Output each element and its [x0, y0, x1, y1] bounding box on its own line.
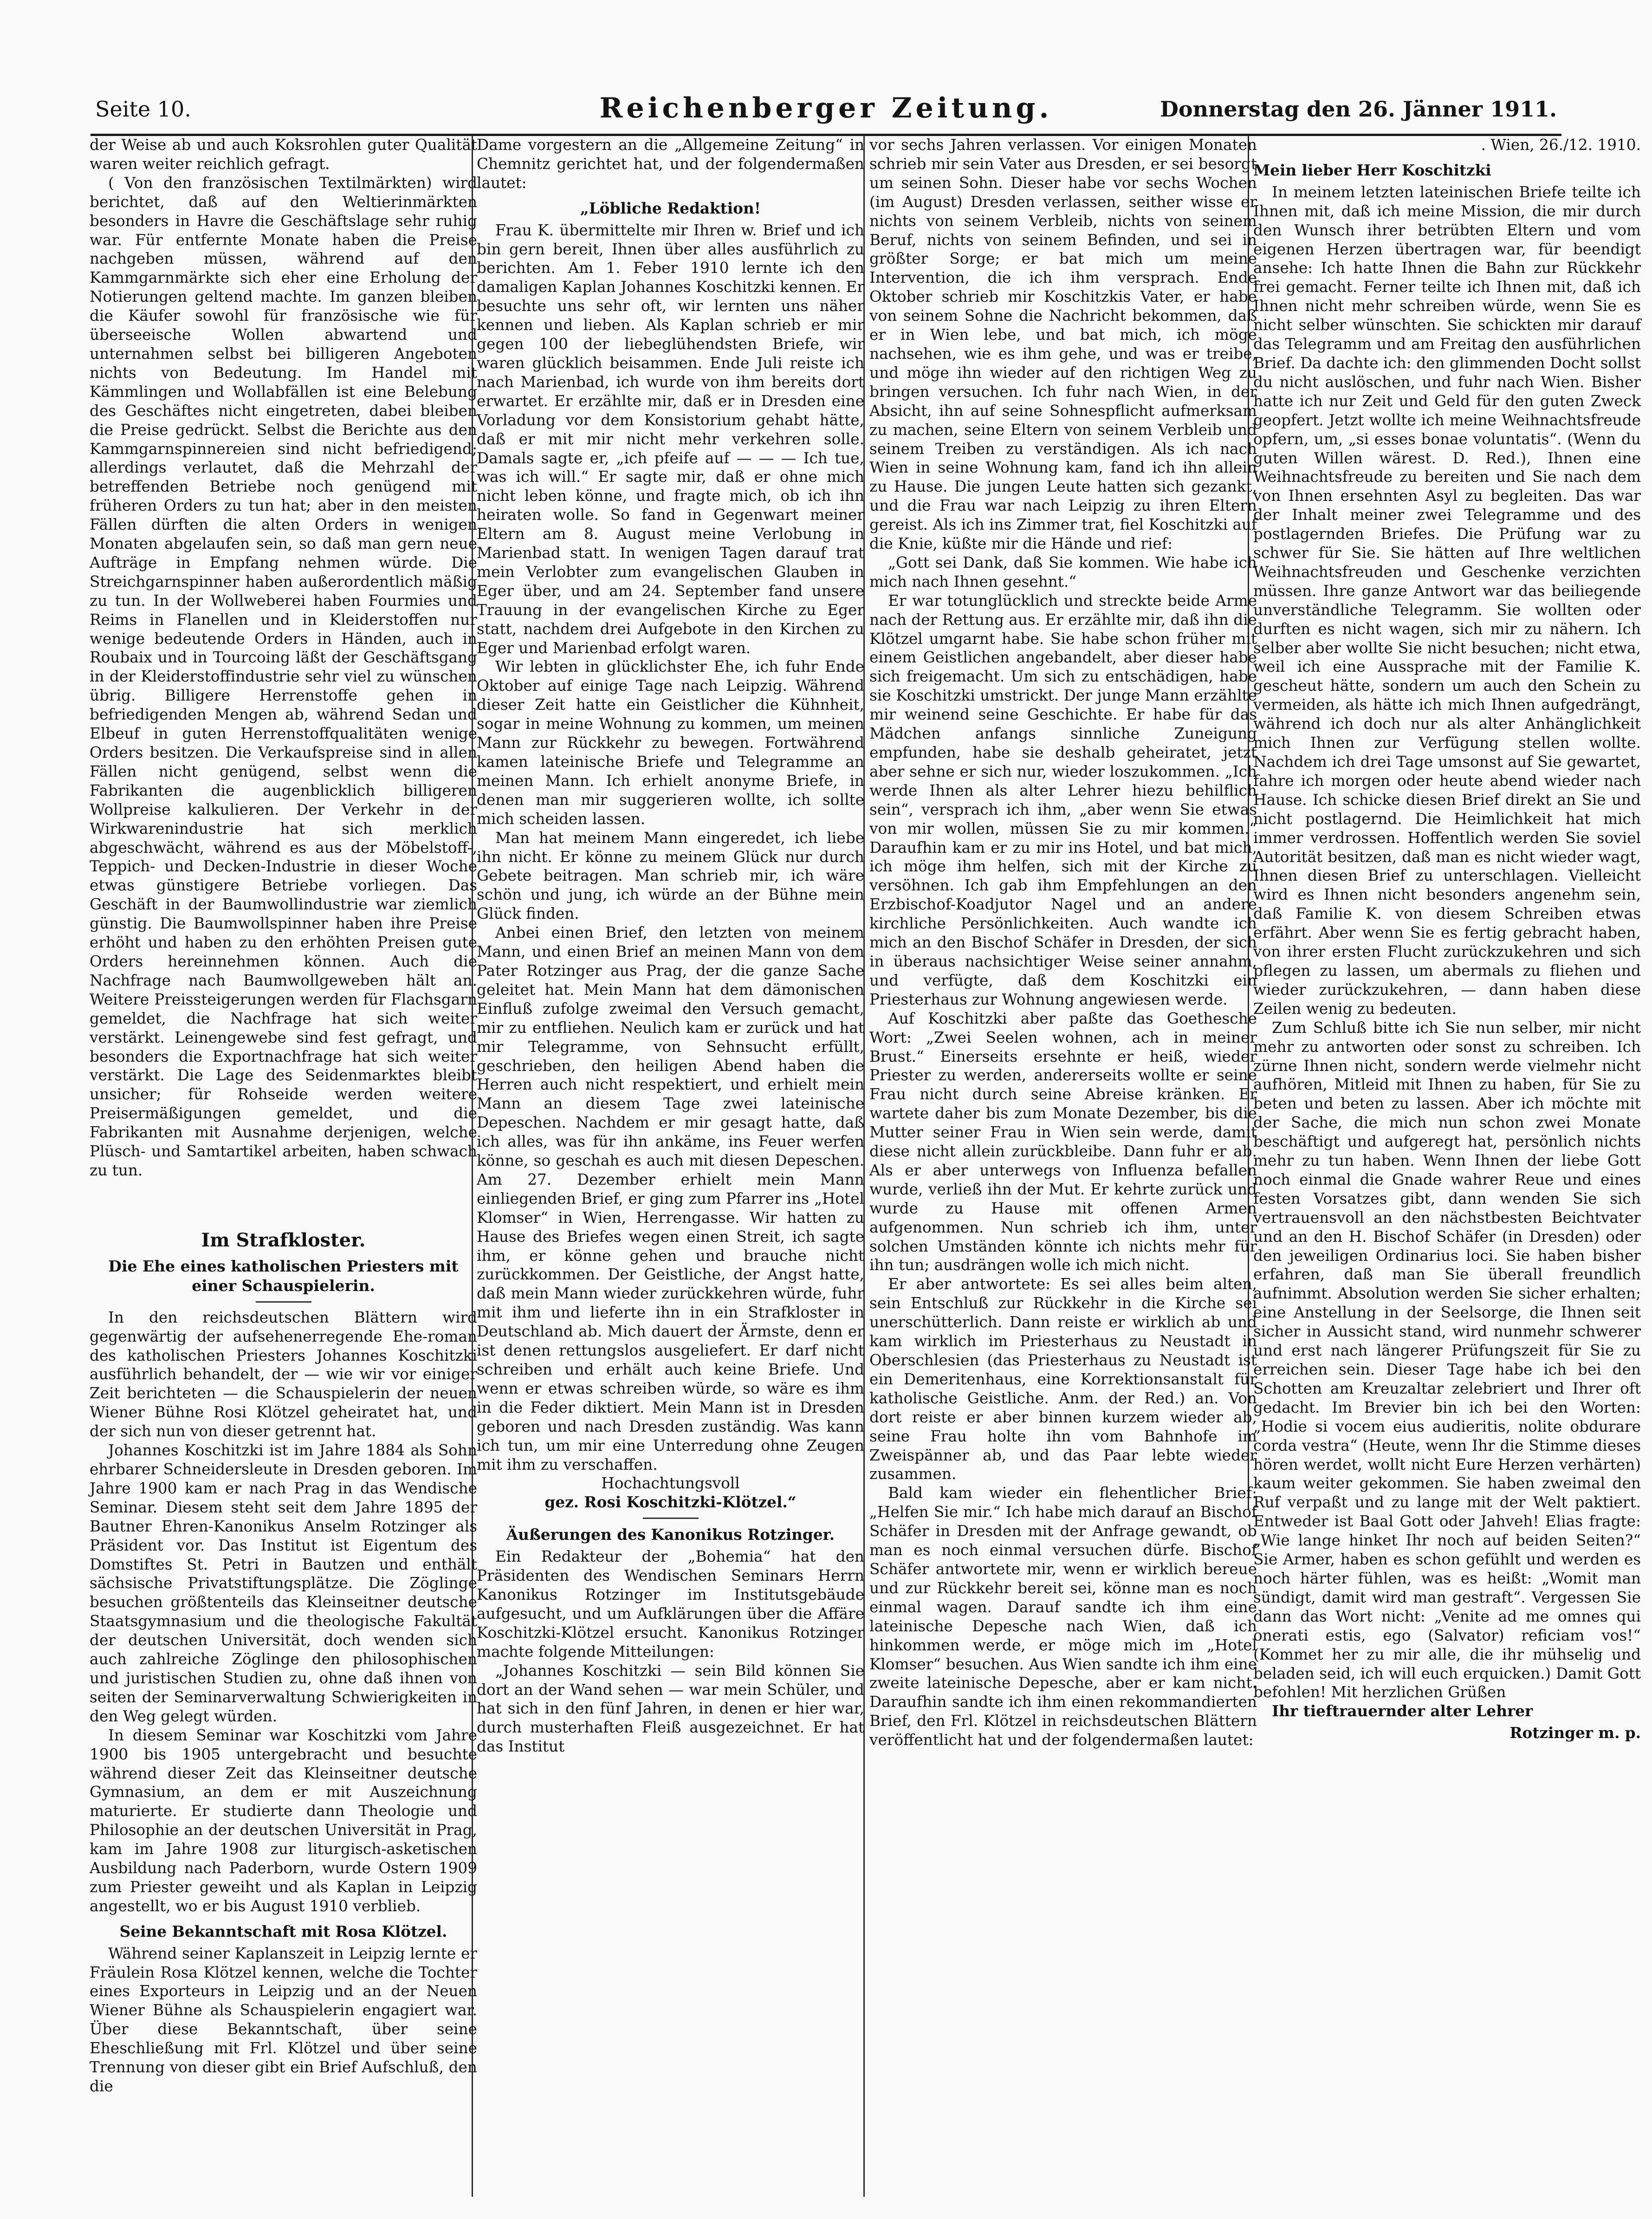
article-title: Im Strafkloster. — [201, 1229, 366, 1251]
paragraph: Anbei einen Brief, den letzten von meinem Mann, und einen Brief an meinen Mann von dem Pater Rotzinger aus Prag, der die ganze Sache geleitet hat. Mein Mann hat dem dämonischen Einfluß zufolge zweimal den Versuch gemacht, mir zu entfliehen. Neulich kam er zurück und hat mir Telegramme, von Sehnsucht erfüllt, geschrieben, den heiligen Abend haben die Herren auch nicht respektiert, und erhielt mein Mann an diesem Tage zwei lateinische Depeschen. Nachdem er mir gesagt hatte, daß ich alles, was für ihn ankäme, ins Feuer werfen könne, so geschah es auch mit diesen Depeschen. Am 27. Dezember erhielt mein Mann einliegenden Brief, er ging zum Pfarrer ins „Hotel Klomser“ in Wien, Herrengasse. Wir hatten zu Hause des Briefes wegen einen Streit, ich sagte ihm, er könne gehen und brauche nicht zurückkommen. Der Geistliche, der Angst hatte, daß mein Mann wieder zurückkehren würde, fuhr mit ihm und lieferte ihn in ein Strafkloster in Deutschland ab. Mich dauert der Ärmste, denn er ist denen rettungslos ausgeliefert. Er darf nicht schreiben und erhält auch keine Briefe. Und wenn er etwas schreiben würde, so wäre es ihm in die Feder diktiert. Mein Mann ist in Dresden geboren und nach Dresden zuständig. Was kann ich tun, um mir eine Unterredung ohne Zeugen mit ihm zu verschaffen. — [477, 924, 864, 1473]
paragraph: Er war totunglücklich und streckte beide Arme nach der Rettung aus. Er erzählte mir, daß ihn die Klötzel umgarnt habe. Sie habe schon früher mit einem Geistlichen angebandelt, aber dieser habe sich freigemacht. Um sich zu entschädigen, habe sie Koschitzki umstrickt. Der junge Mann erzählte mir weinend seine Geschichte. Er habe für das Mädchen anfangs sinnliche Zuneigung empfunden, habe sie deshalb geheiratet, jetzt aber sehne er sich nur, wieder loszukommen. „Ich werde Ihnen als alter Lehrer hiezu behilflich sein“, versprach ich ihm, „aber wenn Sie etwas von mir wollen, müssen Sie zu mir kommen.“ Daraufhin kam er zu mir ins Hotel, und bat mich, ich möge ihm helfen, sich mit der Kirche zu versöhnen. Ich gab ihm Empfehlungen an den Erzbischof-Koadjutor Nagel und an andere kirchliche Persönlichkeiten. Auch wandte ich mich an den Bischof Schäfer in Dresden, der sich in überaus nachsichtiger Weise seiner annahm, und verfügte, daß dem Koschitzki ein Priesterhaus zur Wohnung angewiesen werde. — [869, 591, 1257, 1008]
paragraph: Johannes Koschitzki ist im Jahre 1884 als Sohn ehrbarer Schneidersleute in Dresden geboren. Im Jahre 1900 kam er nach Prag in das Wendische Seminar. Diesem steht seit dem Jahre 1895 der Bautner Ehren-Kanonikus Anselm Rotzinger als Präsident vor. Das Institut ist Eigentum des Domstiftes St. Petri in Bautzen und enthält sächsische Privatstiftungsplätze. Die Zöglinge besuchen größtenteils das Kleinseitner deutsche Staatsgymnasium und die theologische Fakultät der deutschen Universität, doch wenden sich auch zahlreiche Zöglinge den philosophischen und juristischen Studien zu, ohne daß ihnen von seiten der Seminarverwaltung Schwierigkeiten in den Weg gelegt würden. — [90, 1441, 477, 1725]
letter-closing: Ihr tieftrauernder alter Lehrer — [1272, 1702, 1533, 1720]
column-1 — [90, 136, 477, 2197]
paragraph: Ein Redakteur der „Bohemia“ hat den Präsidenten des Wendischen Seminars Herrn Kanonikus Rotzinger im Institutsgebäude aufgesucht, und um Aufklärungen über die Affäre Koschitzki-Klötzel ersucht. Kanonikus Rotzinger machte folgende Mitteilungen: — [477, 1548, 864, 1661]
masthead: Reichenberger Zeitung. — [599, 92, 1053, 124]
paragraph: Während seiner Kaplanszeit in Leipzig lernte er Fräulein Rosa Klötzel kennen, welche die Tochter eines Exporteurs in Leipzig und an der Neuen Wiener Bühne als Schauspielerin engagiert war. Über diese Bekanntschaft, über seine Eheschließung mit Frl. Klötzel und über seine Trennung von dieser gibt ein Brief Aufschluß, den die — [90, 1944, 477, 2095]
letter-dateline: . Wien, 26./12. 1910. — [1481, 136, 1641, 154]
paragraph: In meinem letzten lateinischen Briefe teilte ich Ihnen mit, daß ich meine Mission, die mir durch den Wunsch ihrer betrübten Eltern und vom eigenen Herzen übertragen war, für beendigt ansehe: Ich hatte Ihnen die Bahn zur Rückkehr frei gemacht. Ferner teilte ich Ihnen mit, daß ich Ihnen nicht mehr schreiben würde, wenn Sie es nicht selber wünschten. Sie schickten mir darauf das Telegramm und am Freitag den ausführlichen Brief. Da dachte ich: den glimmenden Docht sollst du nicht auslöschen, und fuhr nach Wien. Bisher hatte ich nur Zeit und Geld für den guten Zweck geopfert. Jetzt wollte ich meine Weihnachtsfreude opfern, um, „si esses bonae voluntatis“. (Wenn du guten Willen wärest. D. Red.), Ihnen eine Weihnachtsfreude zu bereiten und Sie nach dem von Ihnen ersehnten Asyl zu begleiten. Das war der Inhalt meiner zwei Telegramme und des postlagernden Briefes. Die Prüfung war zu schwer für Sie. Sie hätten auf Ihre weltlichen Weihnachtsfreuden und Geschenke verzichten müssen. Ihre ganze Antwort war das beiliegende unverständliche Telegramm. Sie wollten oder durften es nicht wagen, sich mir zu nähern. Ich selber aber wollte Sie nicht besuchen; nicht etwa, weil ich eine Aussprache mit der Familie K. gescheut hätte, sondern um auch den Schein zu vermeiden, als hätte ich mich Ihnen aufgedrängt, während ich doch nur als alter Anhänglichkeit mich Ihnen zur Verfügung stellen wollte. Nachdem ich drei Tage umsonst auf Sie gewartet, fahre ich morgen oder heute abend wieder nach Hause. Ich schicke diesen Brief direkt an Sie und nicht postlagernd. Die Heimlichkeit hat mich immer verdrossen. Hoffentlich werden Sie soviel Autorität besitzen, daß man es nicht wieder wagt, Ihnen diesen Brief zu unterschlagen. Vielleicht wird es Ihnen nicht besonders angenehm sein, daß Familie K. von diesem Schreiben etwas erfährt. Aber wenn Sie es fertig gebracht haben, von ihrer ersten Flucht zurückzukehren und sich pflegen zu lassen, um abermals zu fliehen und wieder zurückzukehren, — dann haben diese Zeilen wenig zu bedeuten. — [1253, 183, 1641, 1018]
paragraph: In diesem Seminar war Koschitzki vom Jahre 1900 bis 1905 untergebracht und besuchte während dieser Zeit das Kleinseitner deutsche Gymnasium, an dem er mit Auszeichnung maturierte. Er studierte dann Theologie und Philosophie an der deutschen Universität in Prag, kam im Jahre 1908 zur liturgisch-asketischen Ausbildung nach Paderborn, wurde Ostern 1909 zum Priester geweiht und als Kaplan in Leipzig angestellt, wo er bis August 1910 verblieb. — [90, 1726, 477, 1915]
paragraph: Er aber antwortete: Es sei alles beim alten, sein Entschluß zur Rückkehr in die Kirche sei unerschütterlich. Dann reiste er wirklich ab und kam wirklich im Priesterhaus zu Neustadt in Oberschlesien (das Priesterhaus zu Neustadt ist ein Demeritenhaus, eine Korrektionsanstalt für katholische Geistliche. Anm. der Red.) an. Von dort reiste er aber binnen kurzem wieder ab, seine Frau holte ihn vom Bahnhofe im Zweispänner ab, und das Paar lebte wieder zusammen. — [869, 1275, 1257, 1483]
letter-signature: Rotzinger m. p. — [1509, 1724, 1641, 1742]
paragraph: ( Von den französischen Textilmärkten) wird berichtet, daß auf den Weltierinmärkten besonders in Havre die Geschäftslage sehr ruhig war. Für entfernte Monate haben die Preise nachgeben müssen, während auf den Kammgarnmärkte sich eher eine Erholung der Notierungen geltend machte. Im ganzen bleiben die Käufer sowohl für französische wie für überseeische Wollen abwartend und unternahmen selbst bei billigeren Angeboten nichts von Bedeutung. Im Handel mit Kämmlingen und Wollabfällen ist eine Belebung des Geschäftes nicht eingetreten, dabei bleiben die Preise gedrückt. Selbst die Berichte aus den Kammgarnspinnereien sind nicht befriedigend; allerdings verlautet, daß die Mehrzahl der betreffenden Betriebe noch genügend mit früheren Orders zu tun hat; aber in den meisten Fällen dürften die alten Orders in wenigen Monaten abgelaufen sein, so daß man gern neue Aufträge in Empfang nehmen würde. Die Streichgarnspinner haben außerordentlich mäßig zu tun. In der Wollweberei haben Fourmies und Reims in Flanellen und in Kleiderstoffen nur wenige bedeutende Orders in Händen, auch in Roubaix und in Tourcoing läßt der Geschäftsgang in der Kleiderstoffindustrie sehr viel zu wünschen übrig. Billigere Herrenstoffe gehen in befriedigenden Mengen ab, während Sedan und Elbeuf in guten Herrenstoffqualitäten wenige Orders besitzen. Die Verkaufspreise sind in allen Fällen nicht genügend, selbst wenn die Fabrikanten die augenblicklich billigeren Wollpreise kalkulieren. Der Verkehr in der Wirkwarenindustrie hat sich merklich abgeschwächt, während es aus der Möbelstoff-, Teppich- und Decken-Industrie in dieser Woche etwas günstigere Betriebe vorliegen. Das Geschäft in der Baumwollindustrie war ziemlich günstig. Die Baumwollspinner haben ihre Preise erhöht und haben zu den erhöhten Preisen gute Orders hereinnehmen können. Auch die Nachfrage nach Baumwollgeweben hält an. Weitere Preissteigerungen werden für Flachsgarn gemeldet, die Nachfrage hat sich weiter verstärkt. Leinengewebe sind fest gefragt, und besonders die Exportnachfrage hat sich weiter verstärkt. Die Lage des Seidenmarktes bleibt unsicher; für Rohseide werden weitere Preisermäßigungen gemeldet, und die Fabrikanten mit Ausnahme derjenigen, welche Plüsch- und Samtartikel arbeiten, haben schwach zu tun. — [90, 174, 477, 1179]
letter-closing: Hochachtungsvoll — [601, 1474, 740, 1492]
section-heading: Äußerungen des Kanonikus Rotzinger. — [506, 1525, 835, 1544]
letter-salutation: „Löbliche Redaktion! — [580, 199, 761, 217]
page-number: Seite 10. — [95, 97, 191, 122]
column-3 — [869, 136, 1257, 2197]
article-subtitle: Die Ehe eines katholischen Priesters mit einer Schauspielerin. — [108, 1257, 459, 1295]
paragraph: Dame vorgestern an die „Allgemeine Zeitung“ in Chemnitz gerichtet hat, und der folgendermaßen lautet: — [477, 136, 864, 192]
column-4 — [1253, 136, 1641, 1742]
paragraph: Zum Schluß bitte ich Sie nun selber, mir nicht mehr zu antworten oder sonst zu schreiben. Ich zürne Ihnen nicht, sondern werde vielmehr nicht aufhören, Mitleid mit Ihnen zu haben, für Sie zu beten und beten zu lassen. Aber ich möchte mit der Sache, die mich nun schon zwei Monate beschäftigt und aufgeregt hat, persönlich nichts mehr zu tun haben. Wenn Ihnen der liebe Gott noch einmal die Gnade wahrer Reue und eines festen Vorsatzes gibt, dann wenden Sie sich vertrauensvoll an den nächstbesten Beichtvater und an den H. Bischof Schäfer (in Dresden) oder den jeweiligen Ordinarius loci. Sie haben bisher erfahren, daß man Sie überall freundlich aufnimmt. Absolution werden Sie sicher erhalten; eine Anstellung in der Seelsorge, die Ihnen seit sicher in Aussicht stand, wird nunmehr schwerer und erst nach längerer Prüfungszeit für Sie zu erreichen sein. Dieser Tage habe ich bei den Schotten am Kreuzaltar zelebriert und Ihrer oft gedacht. Im Brevier bin ich bei den Worten: „Hodie si vocem eius audieritis, nolite obdurare corda vestra“ (Heute, wenn Ihr die Stimme dieses hören werdet, wollt nicht Eure Herzen verhärten) kaum weiter gekommen. Sie haben zweimal den Ruf verpaßt und zu lange mit der Welt paktiert. Entweder ist Baal Gott oder Jahveh! Elias fragte: „Wie lange hinket Ihr noch auf beiden Seiten?“ Sie Armer, haben es schon gefühlt und werden es noch härter fühlen, was es heißt: „Womit man sündigt, damit wird man gestraft“. Vergessen Sie dann das Wort nicht: „Venite ad me omnes qui onerati estis, ego (Salvator) reficiam vos!“ (Kommet her zu mir alle, die ihr mühselig und beladen seid, ich will euch erquicken.) Damit Gott befohlen! Mit herzlichen Grüßen — [1253, 1019, 1641, 1701]
page-header — [91, 78, 1561, 136]
divider — [256, 1301, 311, 1303]
paragraph: Frau K. übermittelte mir Ihren w. Brief und ich bin gern bereit, Ihnen über alles ausführlich zu berichten. Am 1. Feber 1910 lernte ich den damaligen Kaplan Johannes Koschitzki kennen. Er besuchte uns sehr oft, wir lernten uns näher kennen und lieben. Als Kaplan schrieb er mir gegen 100 der liebeglühendsten Briefe, wir waren glücklich beisammen. Ende Juli reiste ich nach Marienbad, ich wurde von ihm bereits dort erwartet. Er erzählte mir, daß er in Dresden eine Vorladung vor dem Konsistorium gehabt hätte, daß er mit mir nicht mehr verkehren solle. Damals sagte er, „ich pfeife auf — — — Ich tue, was ich will.“ Er sagte mir, daß er ohne mich nicht leben könne, und fragte mich, ob ich ihn heiraten wolle. So fand in Gegenwart meiner Eltern am 8. August meine Verlobung in Marienbad statt. In wenigen Tagen darauf trat mein Verlobter zum evangelischen Glauben in Eger über, und am 24. September fand unsere Trauung in der evangelischen Kirche zu Eger statt, nachdem drei Aufgebote in den Kirchen zu Eger und Marienbad erfolgt waren. — [477, 221, 864, 657]
letter-signature: gez. Rosi Koschitzki-Klötzel.“ — [544, 1493, 797, 1512]
paragraph: Bald kam wieder ein flehentlicher Brief: „Helfen Sie mir.“ Ich habe mich darauf an Bischof Schäfer in Dresden mit der Anfrage gewandt, ob man es noch einmal versuchen dürfe. Bischof Schäfer antwortete mir, wenn er wirklich bereue und zur Rückkehr bereit sei, könne man es noch einmal wagen. Darauf sandte ich ihm eine lateinische Depesche nach Wien, daß ich hinkommen werde, er möge mich im „Hotel Klomser“ besuchen. Aus Wien sandte ich ihm eine zweite lateinische Depesche, aber er kam nicht. Daraufhin sandte ich ihm einen rekommandierten Brief, den Frl. Klötzel in reichsdeutschen Blättern veröffentlicht hat und der folgendermaßen lautet: — [869, 1484, 1257, 1749]
paragraph: Auf Koschitzki aber paßte das Goethesche Wort: „Zwei Seelen wohnen, ach in meiner Brust.“ Einerseits ersehnte er heiß, wieder Priester zu werden, andererseits wollte er seine Frau nicht durch seine Abreise kränken. Er wartete daher bis zum Monate Dezember, bis die Mutter seiner Frau in Wien sein werde, damit diese nicht allein zurückbleibe. Dann fuhr er ab. Als er aber unterwegs von Influenza befallen wurde, verließ ihn der Mut. Er kehrte zurück und wurde zu Hause mit offenen Armen aufgenommen. Nun schrieb ich ihm, unter solchen Umständen könnte ich nichts mehr für ihn tun; ausdrängen wolle ich mich nicht. — [869, 1009, 1257, 1274]
letter-salutation: Mein lieber Herr Koschitzki — [1253, 161, 1491, 179]
paragraph: vor sechs Jahren verlassen. Vor einigen Monaten schrieb mir sein Vater aus Dresden, er sei besorgt um seinen Sohn. Dieser habe vor sechs Wochen (im August) Dresden verlassen, seither wisse er nichts von seinem Verbleib, nichts von seinem Beruf, nichts von seinem Befinden, und sei in größter Sorge; er bat mich um meine Intervention, die ich ihm versprach. Ende Oktober schrieb mir Koschitzkis Vater, er habe von seinem Sohne die Nachricht bekommen, daß er in Wien lebe, und bat mich, ich möge nachsehen, wie es ihm gehe, und was er treibe, und möge ihn wieder auf den richtigen Weg zu bringen versuchen. Ich fuhr nach Wien, in der Absicht, ihn auf seine Sohnespflicht aufmerksam zu machen, seine Eltern von seinem Verbleib und seinem Treiben zu verständigen. Als ich nach Wien in seine Wohnung kam, fand ich ihn allein zu Hause. Die jungen Leute hatten sich gezankt, und die Frau war nach Leipzig zu ihren Eltern gereist. Als ich ins Zimmer trat, fiel Koschitzki auf die Knie, küßte mir die Hände und rief: — [869, 136, 1257, 553]
issue-date: Donnerstag den 26. Jänner 1911. — [1160, 97, 1557, 122]
paragraph: In den reichsdeutschen Blättern wird gegenwärtig der aufsehenerregende Ehe-roman des katholischen Priesters Johannes Koschitzki ausführlich behandelt, der — wie wir vor einiger Zeit berichteten — die Schauspielerin der neuen Wiener Bühne Rosi Klötzel geheiratet hat, und der sich nun von dieser getrennt hat. — [90, 1308, 477, 1440]
paragraph: Man hat meinem Mann eingeredet, ich liebe ihn nicht. Er könne zu meinem Glück nur durch Gebete beitragen. Man schrieb mir, ich wäre schön und jung, ich würde an der Bühne mein Glück finden. — [477, 829, 864, 923]
divider — [643, 1518, 699, 1519]
paragraph: der Weise ab und auch Koksrohlen guter Qualität waren weiter reichlich gefragt. — [90, 136, 477, 173]
paragraph: „Gott sei Dank, daß Sie kommen. Wie habe ich mich nach Ihnen gesehnt.“ — [869, 553, 1257, 590]
section-heading: Seine Bekanntschaft mit Rosa Klötzel. — [119, 1922, 447, 1940]
paragraph: „Johannes Koschitzki — sein Bild können Sie dort an der Wand sehen — war mein Schüler, und hat sich in den fünf Jahren, in denen er hier war, durch musterhaften Fleiß ausgezeichnet. Er hat das Institut — [477, 1661, 864, 1756]
column-2 — [477, 136, 864, 2197]
paragraph: Wir lebten in glücklichster Ehe, ich fuhr Ende Oktober auf einige Tage nach Leipzig. Während dieser Zeit hatte ein Geistlicher die Kühnheit, sogar in meine Wohnung zu kommen, um meinen Mann zur Rückkehr zu bewegen. Fortwährend kamen lateinische Briefe und Telegramme an meinen Mann. Ich erhielt anonyme Briefe, in denen man mir suggerieren wollte, ich sollte mich scheiden lassen. — [477, 658, 864, 828]
